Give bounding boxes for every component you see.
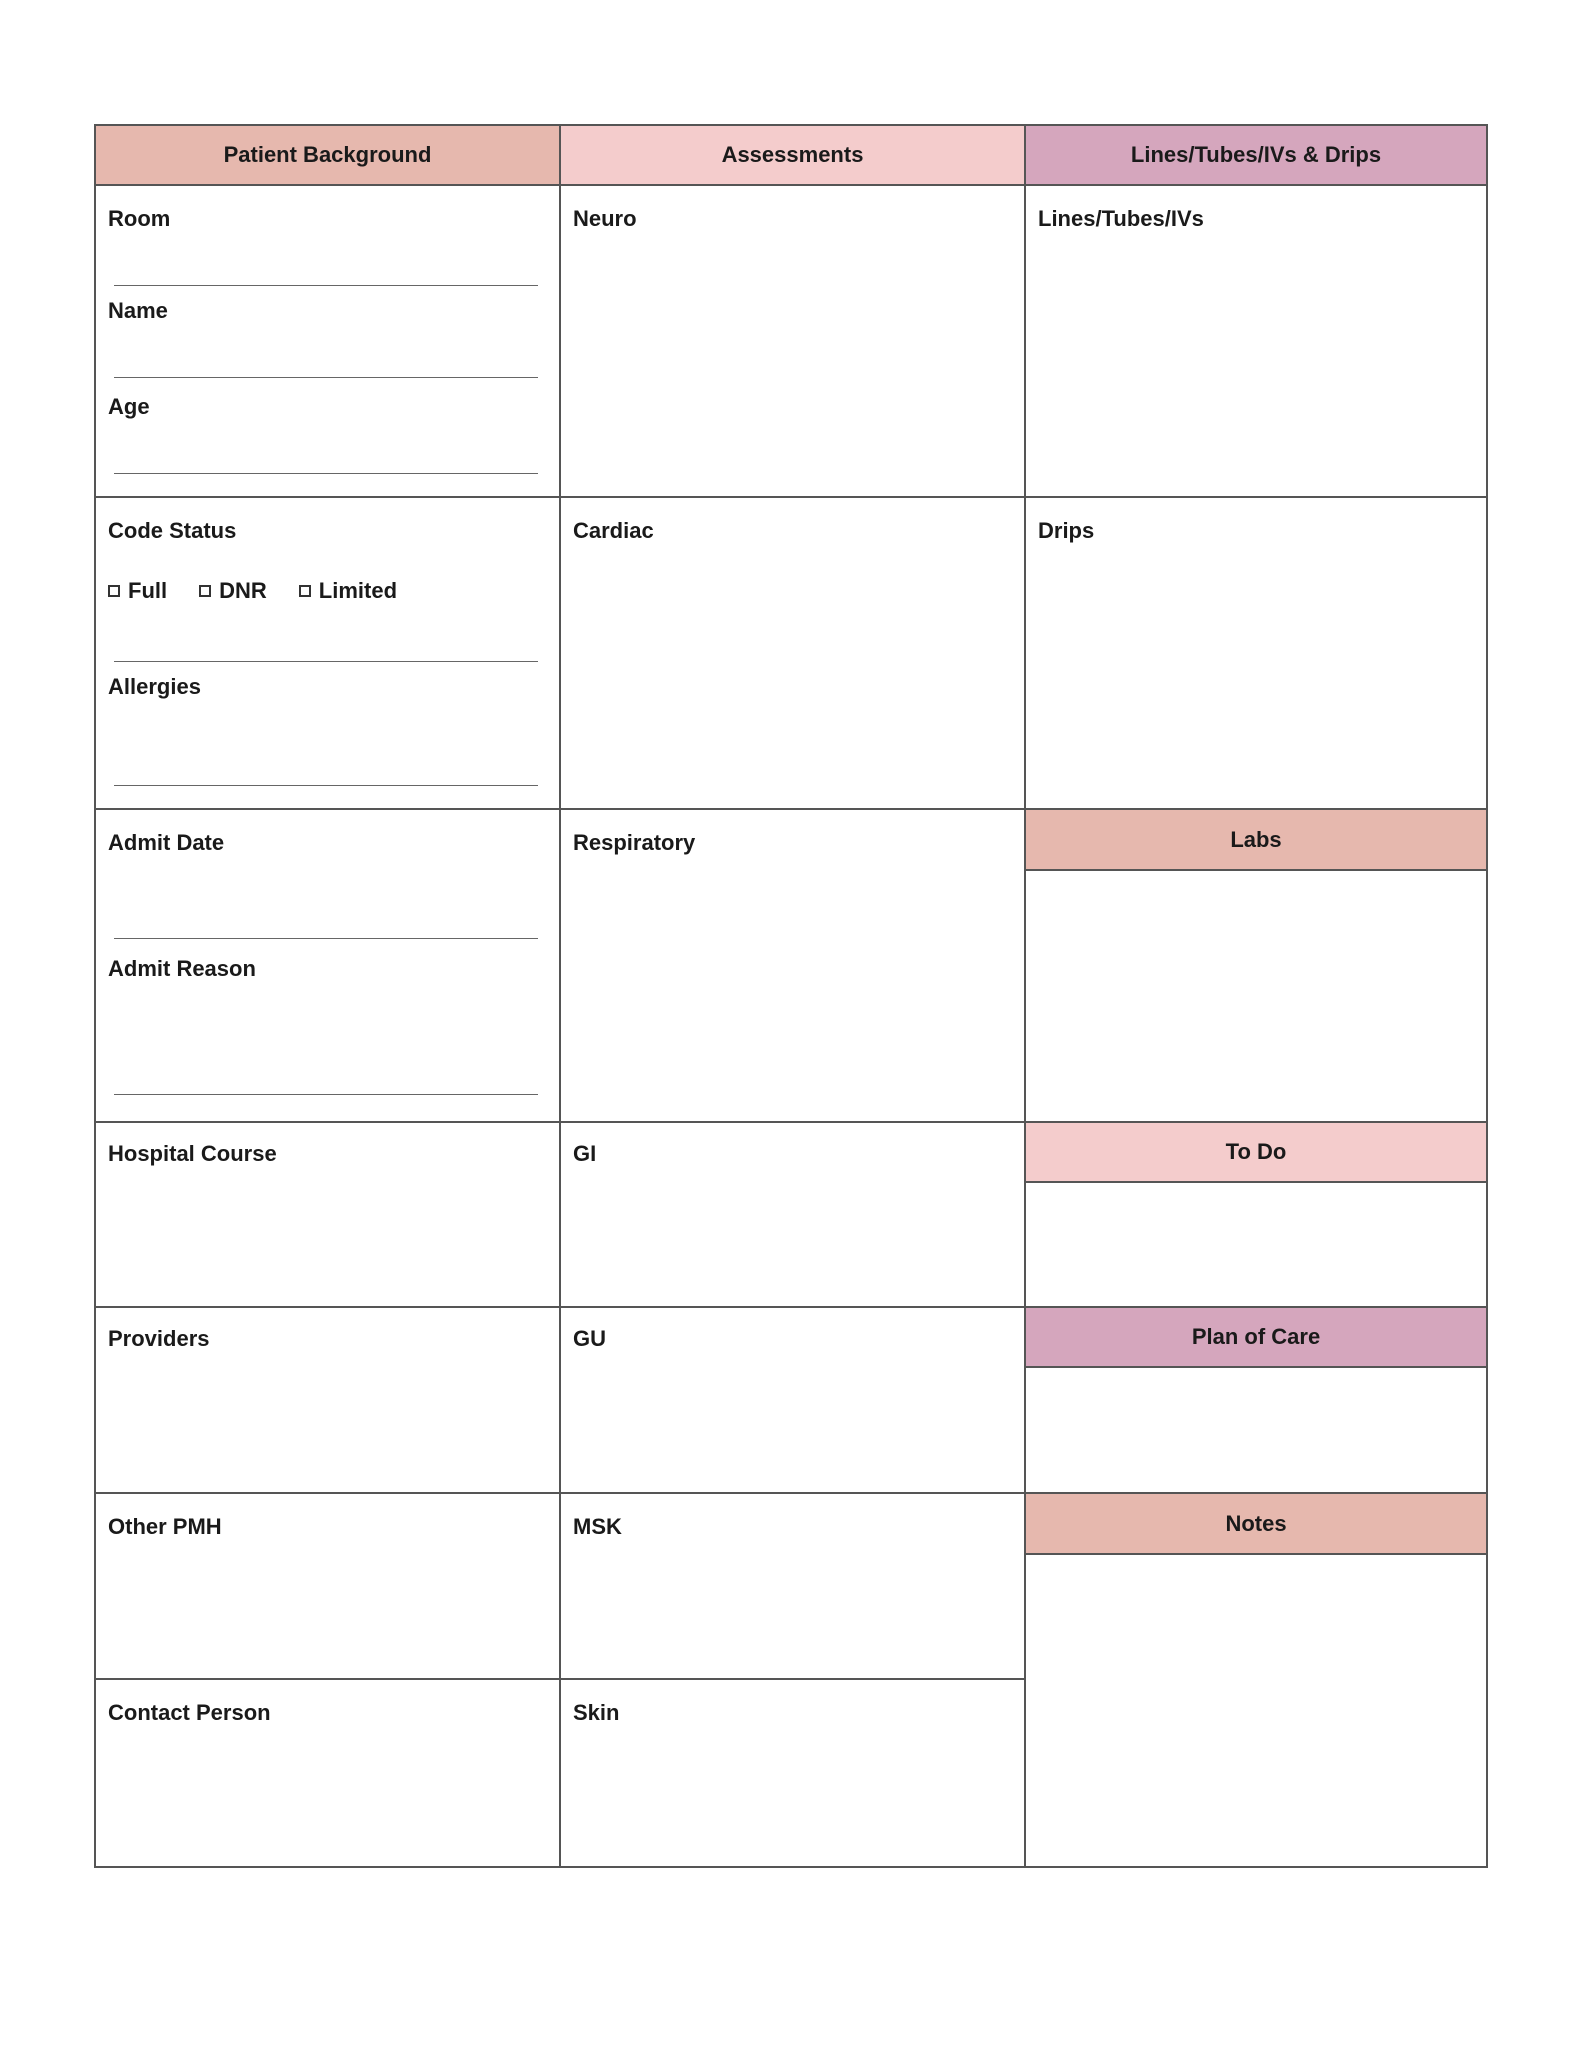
neuro-section — [561, 186, 1026, 498]
admit-date-write-line[interactable] — [114, 938, 538, 939]
age-label: Age — [108, 394, 150, 419]
allergies-write-line[interactable] — [114, 785, 538, 786]
lines-tubes-ivs-label: Lines/Tubes/IVs — [1038, 206, 1204, 231]
msk-label: MSK — [573, 1514, 622, 1539]
skin-label: Skin — [573, 1700, 620, 1725]
admit-date-label: Admit Date — [108, 830, 225, 855]
cardiac-label: Cardiac — [573, 518, 654, 543]
header-assessments: Assessments — [561, 126, 1026, 186]
code-option-limited[interactable] — [299, 578, 397, 604]
providers-section — [96, 1308, 561, 1494]
code-option-dnr[interactable] — [199, 578, 267, 604]
checkbox-icon[interactable] — [108, 585, 120, 597]
skin-section — [561, 1680, 1026, 1866]
header-to-do: To Do — [1026, 1123, 1486, 1183]
contact-person-section — [96, 1680, 561, 1866]
hospital-course-label: Hospital Course — [108, 1141, 277, 1166]
hospital-course-section — [96, 1123, 561, 1308]
code-option-label: DNR — [219, 578, 267, 603]
drips-label: Drips — [1038, 518, 1095, 543]
other-pmh-label: Other PMH — [108, 1514, 222, 1539]
code-status-write-line[interactable] — [114, 661, 538, 662]
room-name-age-section — [96, 186, 561, 498]
plan-of-care-section[interactable] — [1026, 1368, 1486, 1494]
header-plan-of-care: Plan of Care — [1026, 1308, 1486, 1368]
age-write-line[interactable] — [114, 473, 538, 474]
lines-tubes-ivs-section — [1026, 186, 1486, 498]
gi-section — [561, 1123, 1026, 1308]
admit-section — [96, 810, 561, 1123]
admit-reason-label: Admit Reason — [108, 956, 256, 981]
room-write-line[interactable] — [114, 285, 538, 286]
gi-label: GI — [573, 1141, 597, 1166]
header-notes: Notes — [1026, 1494, 1486, 1555]
contact-person-label: Contact Person — [108, 1700, 271, 1725]
labs-section[interactable] — [1026, 871, 1486, 1123]
code-status-label: Code Status — [108, 518, 237, 543]
code-option-label: Limited — [318, 578, 398, 603]
name-write-line[interactable] — [114, 377, 538, 378]
notes-section[interactable] — [1026, 1555, 1486, 1866]
checkbox-icon[interactable] — [199, 585, 211, 597]
drips-section — [1026, 498, 1486, 810]
name-label: Name — [108, 298, 168, 323]
providers-label: Providers — [108, 1326, 210, 1351]
code-option-label: Full — [128, 578, 168, 603]
header-lines-tubes-ivs-drips: Lines/Tubes/IVs & Drips — [1026, 126, 1486, 186]
admit-reason-write-line[interactable] — [114, 1094, 538, 1095]
checkbox-icon[interactable] — [299, 585, 311, 597]
respiratory-label: Respiratory — [573, 830, 696, 855]
to-do-section[interactable] — [1026, 1183, 1486, 1308]
gu-section — [561, 1308, 1026, 1494]
allergies-label: Allergies — [108, 674, 201, 699]
code-option-full[interactable] — [108, 578, 167, 604]
neuro-label: Neuro — [573, 206, 637, 231]
header-patient-background: Patient Background — [96, 126, 561, 186]
other-pmh-section — [96, 1494, 561, 1680]
room-label: Room — [108, 206, 171, 231]
code-status-allergies-section — [96, 498, 561, 810]
msk-section — [561, 1494, 1026, 1680]
code-status-options — [108, 578, 429, 604]
header-labs: Labs — [1026, 810, 1486, 871]
respiratory-section — [561, 810, 1026, 1123]
gu-label: GU — [573, 1326, 606, 1351]
report-sheet — [94, 124, 1488, 1868]
cardiac-section — [561, 498, 1026, 810]
